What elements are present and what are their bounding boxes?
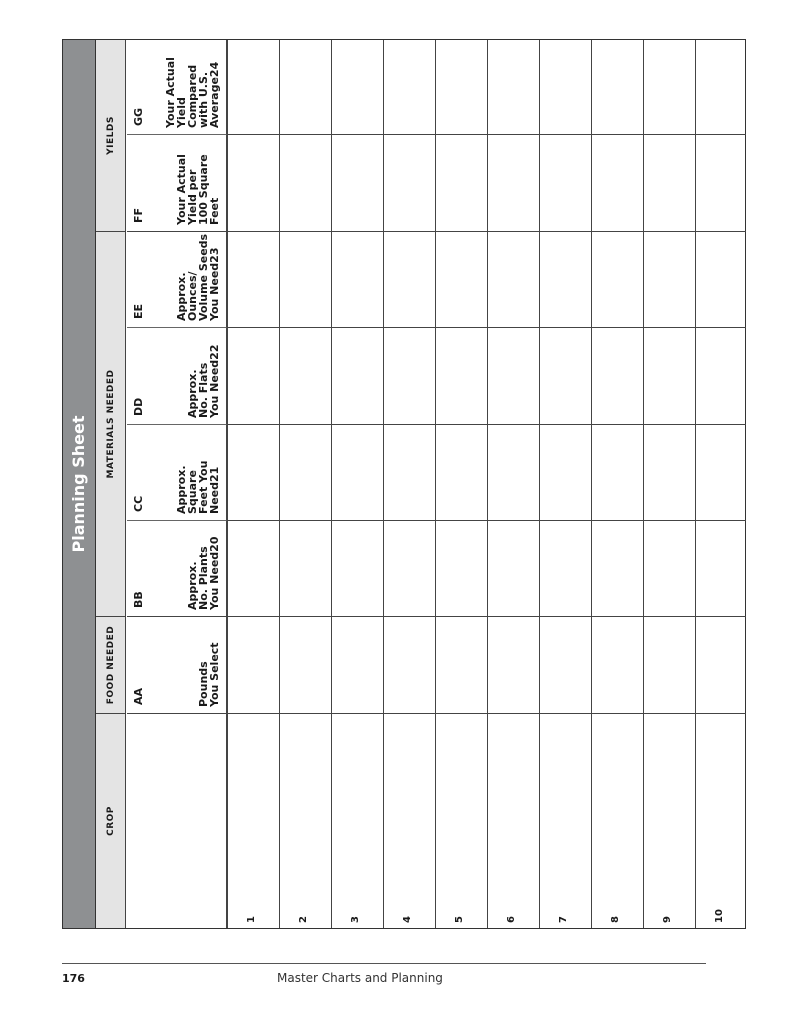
column-header-gg xyxy=(127,40,227,135)
column-code: FF xyxy=(132,207,145,223)
column-code: DD xyxy=(132,397,145,416)
column-header-ff xyxy=(127,135,227,232)
table-row xyxy=(643,40,695,928)
table-row xyxy=(383,40,435,928)
column-code: CC xyxy=(132,495,145,512)
column-header-crop xyxy=(127,714,227,928)
sheet-title: Planning Sheet xyxy=(63,40,96,928)
column-label: Your Actual Yield Compared with U.S. Average24 xyxy=(164,57,221,128)
column-header-dd xyxy=(127,328,227,425)
table-row xyxy=(487,40,539,928)
row-number: 4 xyxy=(402,916,413,923)
table-row xyxy=(331,40,383,928)
row-number: 6 xyxy=(506,916,517,923)
table-row xyxy=(435,40,487,928)
column-divider xyxy=(227,424,746,425)
running-head: Master Charts and Planning xyxy=(277,971,443,985)
group-header-materials-needed: MATERIALS NEEDED xyxy=(96,232,126,617)
group-header-food-needed: FOOD NEEDED xyxy=(96,617,126,714)
column-divider xyxy=(227,231,746,232)
row-number: 3 xyxy=(350,916,361,923)
column-divider xyxy=(227,134,746,135)
column-header-bb xyxy=(127,521,227,617)
column-label: Approx. No. Plants You Need20 xyxy=(186,536,221,610)
row-number: 1 xyxy=(246,916,257,923)
row-number: 9 xyxy=(662,916,673,923)
row-number: 10 xyxy=(714,909,725,923)
table-row xyxy=(539,40,591,928)
column-header-aa xyxy=(127,617,227,714)
column-code: BB xyxy=(132,591,145,608)
column-label: Your Actual Yield per 100 Square Feet xyxy=(175,154,221,225)
footer-rule xyxy=(62,963,706,964)
column-label: Approx. No. Flats You Need22 xyxy=(186,344,221,418)
table-row xyxy=(695,40,746,928)
column-header-cc xyxy=(127,425,227,521)
table-row xyxy=(591,40,643,928)
column-divider xyxy=(227,713,746,714)
page-number: 176 xyxy=(62,972,85,985)
column-divider xyxy=(227,616,746,617)
column-code: GG xyxy=(132,107,145,126)
row-number: 8 xyxy=(610,916,621,923)
table-row xyxy=(279,40,331,928)
column-divider xyxy=(227,327,746,328)
column-divider xyxy=(227,520,746,521)
column-label: Pounds You Select xyxy=(197,642,221,707)
column-label: Approx. Ounces/ Volume Seeds You Need23 xyxy=(175,233,221,321)
row-number: 7 xyxy=(558,916,569,923)
row-number: 5 xyxy=(454,916,465,923)
row-number: 2 xyxy=(298,916,309,923)
table-row xyxy=(227,40,279,928)
group-header-yields: YIELDS xyxy=(96,40,126,232)
column-code: EE xyxy=(132,303,145,319)
planning-sheet-table xyxy=(62,39,746,929)
column-code: AA xyxy=(132,687,145,705)
column-header-ee xyxy=(127,232,227,328)
group-header-crop: CROP xyxy=(96,714,126,928)
column-label: Approx. Square Feet You Need21 xyxy=(175,460,221,514)
